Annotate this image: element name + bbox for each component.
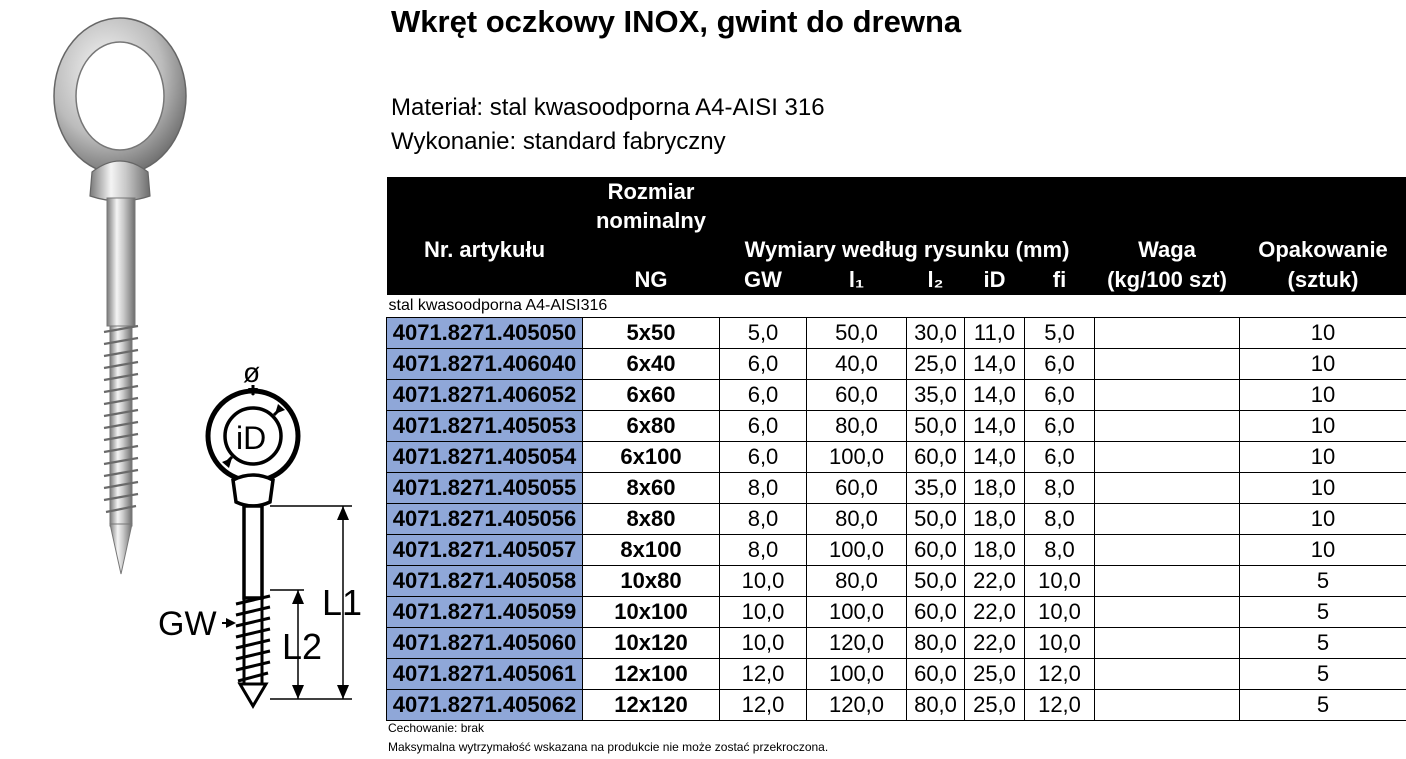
nominal-size-cell: 6x60 (583, 380, 720, 411)
l1-cell: 60,0 (807, 380, 907, 411)
package-cell: 10 (1240, 380, 1406, 411)
header-dims-group: Wymiary według rysunku (mm) (720, 235, 1095, 264)
table-row (387, 473, 1406, 504)
gw-cell: 8,0 (720, 535, 807, 566)
l2-cell: 35,0 (907, 473, 965, 504)
l2-cell: 60,0 (907, 535, 965, 566)
table-row (387, 504, 1406, 535)
table-body (387, 318, 1406, 721)
l1-cell: 80,0 (807, 411, 907, 442)
package-cell: 10 (1240, 473, 1406, 504)
table-row (387, 566, 1406, 597)
id-label: iD (236, 420, 267, 456)
article-number-cell: 4071.8271.405050 (387, 318, 583, 349)
nominal-size-cell: 6x100 (583, 442, 720, 473)
weight-cell (1095, 349, 1240, 380)
fi-cell: 12,0 (1025, 659, 1095, 690)
id-cell: 14,0 (965, 380, 1025, 411)
gw-cell: 8,0 (720, 473, 807, 504)
l2-cell: 50,0 (907, 566, 965, 597)
weight-cell (1095, 504, 1240, 535)
l2-cell: 30,0 (907, 318, 965, 349)
id-cell: 22,0 (965, 597, 1025, 628)
spec-table (386, 177, 1406, 721)
id-cell: 14,0 (965, 411, 1025, 442)
id-cell: 25,0 (965, 659, 1025, 690)
id-cell: 14,0 (965, 349, 1025, 380)
header-id: iD (965, 264, 1025, 295)
fi-cell: 6,0 (1025, 349, 1095, 380)
diameter-label: ø (243, 357, 261, 388)
header-size-line1: Rozmiar (583, 177, 720, 206)
fi-cell: 8,0 (1025, 535, 1095, 566)
id-cell: 18,0 (965, 473, 1025, 504)
l1-cell: 50,0 (807, 318, 907, 349)
header-article: Nr. artykułu (387, 235, 583, 264)
l1-cell: 120,0 (807, 628, 907, 659)
gw-cell: 10,0 (720, 566, 807, 597)
table-row (387, 659, 1406, 690)
l1-label: L1 (322, 582, 363, 623)
header-weight-line2: (kg/100 szt) (1095, 264, 1240, 295)
l1-cell: 40,0 (807, 349, 907, 380)
nominal-size-cell: 12x120 (583, 690, 720, 721)
weight-cell (1095, 318, 1240, 349)
l2-cell: 50,0 (907, 411, 965, 442)
material-line: Materiał: stal kwasoodporna A4-AISI 316 (391, 94, 825, 121)
gw-cell: 10,0 (720, 597, 807, 628)
table-row (387, 411, 1406, 442)
marking-note: Cechowanie: brak (388, 721, 485, 735)
table-row (387, 535, 1406, 566)
max-load-note: Maksymalna wytrzymałość wskazana na produkcie nie może zostać przekroczona. (388, 740, 829, 754)
l2-label: L2 (282, 626, 323, 667)
l2-cell: 60,0 (907, 442, 965, 473)
table-row (387, 442, 1406, 473)
id-cell: 25,0 (965, 690, 1025, 721)
nominal-size-cell: 8x80 (583, 504, 720, 535)
nominal-size-cell: 8x60 (583, 473, 720, 504)
package-cell: 10 (1240, 318, 1406, 349)
l1-cell: 100,0 (807, 442, 907, 473)
package-cell: 5 (1240, 566, 1406, 597)
weight-cell (1095, 473, 1240, 504)
package-cell: 5 (1240, 597, 1406, 628)
header-weight-line1: Waga (1095, 235, 1240, 264)
gw-cell: 6,0 (720, 349, 807, 380)
weight-cell (1095, 411, 1240, 442)
l2-cell: 60,0 (907, 597, 965, 628)
package-cell: 5 (1240, 659, 1406, 690)
gw-cell: 12,0 (720, 690, 807, 721)
nominal-size-cell: 6x40 (583, 349, 720, 380)
article-number-cell: 4071.8271.405061 (387, 659, 583, 690)
fi-cell: 10,0 (1025, 597, 1095, 628)
package-cell: 10 (1240, 535, 1406, 566)
gw-cell: 6,0 (720, 442, 807, 473)
article-number-cell: 4071.8271.405059 (387, 597, 583, 628)
header-pack-line2: (sztuk) (1240, 264, 1406, 295)
fi-cell: 6,0 (1025, 442, 1095, 473)
nominal-size-cell: 10x120 (583, 628, 720, 659)
article-number-cell: 4071.8271.405057 (387, 535, 583, 566)
l1-cell: 120,0 (807, 690, 907, 721)
id-cell: 22,0 (965, 566, 1025, 597)
section-label: stal kwasoodporna A4-AISI316 (388, 297, 608, 314)
package-cell: 10 (1240, 411, 1406, 442)
fi-cell: 12,0 (1025, 690, 1095, 721)
gw-label: GW (158, 605, 217, 643)
nominal-size-cell: 10x100 (583, 597, 720, 628)
l1-cell: 80,0 (807, 504, 907, 535)
l1-cell: 100,0 (807, 535, 907, 566)
article-number-cell: 4071.8271.405056 (387, 504, 583, 535)
weight-cell (1095, 659, 1240, 690)
fi-cell: 5,0 (1025, 318, 1095, 349)
page-title: Wkręt oczkowy INOX, gwint do drewna (391, 4, 962, 39)
id-cell: 11,0 (965, 318, 1025, 349)
article-number-cell: 4071.8271.406040 (387, 349, 583, 380)
header-ng: NG (583, 264, 720, 295)
nominal-size-cell: 5x50 (583, 318, 720, 349)
article-number-cell: 4071.8271.405060 (387, 628, 583, 659)
fi-cell: 8,0 (1025, 504, 1095, 535)
technical-drawing (0, 0, 380, 759)
l1-cell: 60,0 (807, 473, 907, 504)
l2-cell: 80,0 (907, 628, 965, 659)
gw-cell: 5,0 (720, 318, 807, 349)
id-cell: 14,0 (965, 442, 1025, 473)
fi-cell: 6,0 (1025, 411, 1095, 442)
fi-cell: 10,0 (1025, 566, 1095, 597)
article-number-cell: 4071.8271.405055 (387, 473, 583, 504)
gw-cell: 8,0 (720, 504, 807, 535)
package-cell: 10 (1240, 504, 1406, 535)
l2-cell: 50,0 (907, 504, 965, 535)
l2-cell: 25,0 (907, 349, 965, 380)
weight-cell (1095, 566, 1240, 597)
header-gw: GW (720, 264, 807, 295)
package-cell: 10 (1240, 442, 1406, 473)
l2-cell: 60,0 (907, 659, 965, 690)
nominal-size-cell: 8x100 (583, 535, 720, 566)
fi-cell: 6,0 (1025, 380, 1095, 411)
table-row (387, 597, 1406, 628)
gw-cell: 6,0 (720, 411, 807, 442)
id-cell: 18,0 (965, 535, 1025, 566)
table-row (387, 349, 1406, 380)
l1-cell: 100,0 (807, 597, 907, 628)
table-row (387, 690, 1406, 721)
article-number-cell: 4071.8271.405058 (387, 566, 583, 597)
fi-cell: 8,0 (1025, 473, 1095, 504)
table-row (387, 380, 1406, 411)
weight-cell (1095, 597, 1240, 628)
execution-line: Wykonanie: standard fabryczny (391, 128, 726, 155)
article-number-cell: 4071.8271.405062 (387, 690, 583, 721)
weight-cell (1095, 628, 1240, 659)
l2-cell: 35,0 (907, 380, 965, 411)
nominal-size-cell: 10x80 (583, 566, 720, 597)
weight-cell (1095, 442, 1240, 473)
l2-cell: 80,0 (907, 690, 965, 721)
article-number-cell: 4071.8271.406052 (387, 380, 583, 411)
weight-cell (1095, 535, 1240, 566)
header-pack-line1: Opakowanie (1240, 235, 1406, 264)
header-size-line2: nominalny (583, 206, 720, 235)
package-cell: 10 (1240, 349, 1406, 380)
weight-cell (1095, 690, 1240, 721)
package-cell: 5 (1240, 690, 1406, 721)
gw-cell: 10,0 (720, 628, 807, 659)
nominal-size-cell: 12x100 (583, 659, 720, 690)
table-row (387, 318, 1406, 349)
gw-cell: 12,0 (720, 659, 807, 690)
table-row (387, 628, 1406, 659)
nominal-size-cell: 6x80 (583, 411, 720, 442)
header-fi: fi (1025, 264, 1095, 295)
fi-cell: 10,0 (1025, 628, 1095, 659)
id-cell: 18,0 (965, 504, 1025, 535)
article-number-cell: 4071.8271.405053 (387, 411, 583, 442)
weight-cell (1095, 380, 1240, 411)
gw-cell: 6,0 (720, 380, 807, 411)
article-number-cell: 4071.8271.405054 (387, 442, 583, 473)
package-cell: 5 (1240, 628, 1406, 659)
header-l1: l₁ (807, 264, 907, 295)
id-cell: 22,0 (965, 628, 1025, 659)
header-l2: l₂ (907, 264, 965, 295)
l1-cell: 100,0 (807, 659, 907, 690)
l1-cell: 80,0 (807, 566, 907, 597)
